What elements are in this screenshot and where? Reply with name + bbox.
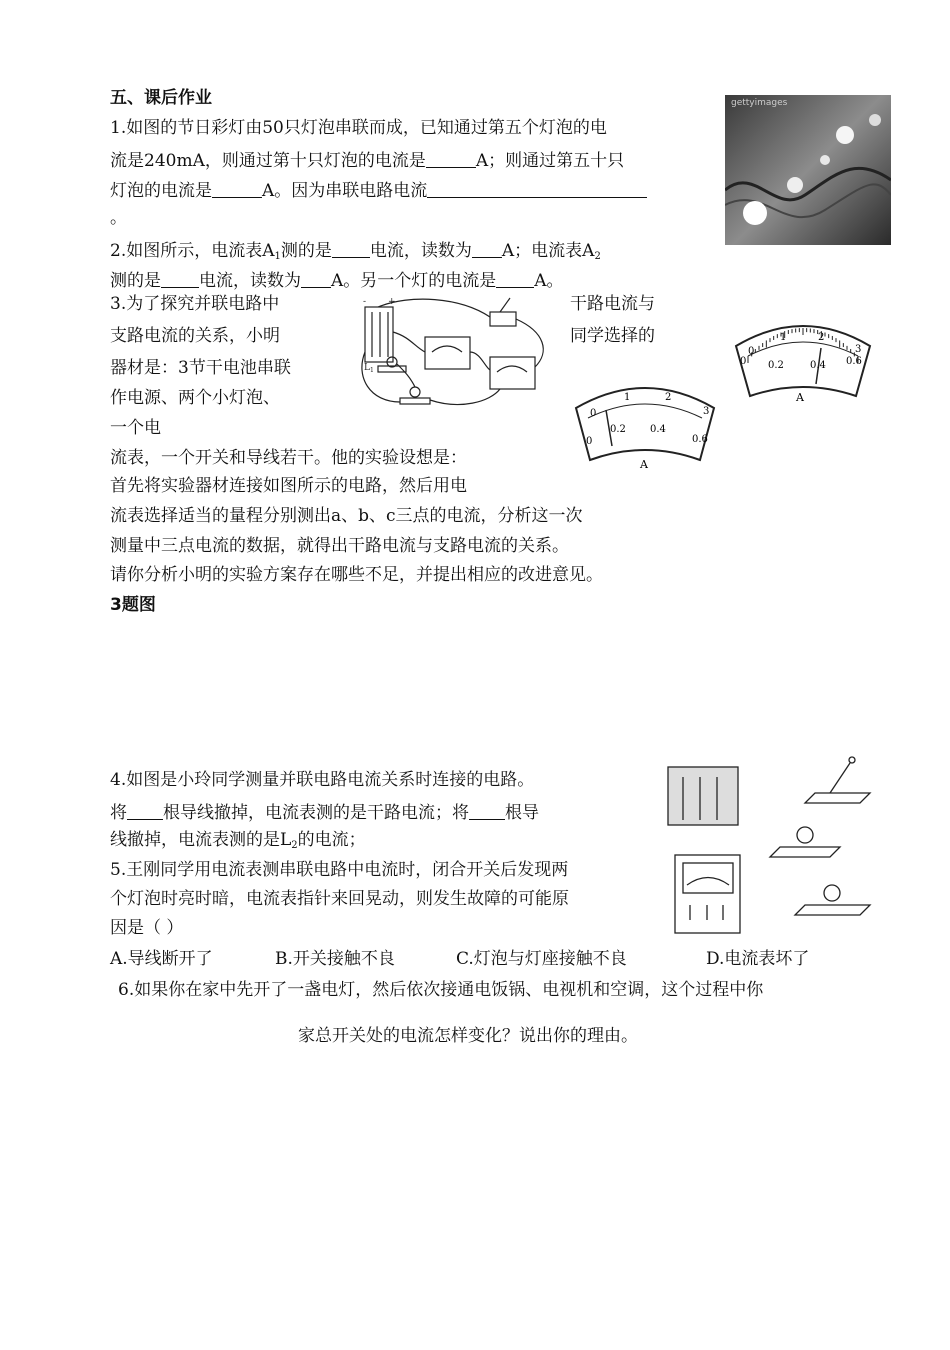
q2-line2: 测的是 电流，读数为 A。另一个灯的电流是 A。 <box>110 271 564 291</box>
q1-line1: 1.如图的节日彩灯由50只灯泡串联而成，已知通过第五个灯泡的电 <box>110 118 607 138</box>
q2-line1: 2.如图所示，电流表$A_1$测的是 电流，读数为 A；电流表$A_2$ <box>110 241 601 262</box>
q1-blank-1[interactable] <box>426 150 476 168</box>
q3-line6: 流表，一个开关和导线若干。他的实验设想是： <box>110 448 467 468</box>
q1-blank-3[interactable] <box>427 180 647 198</box>
q5-line3: 因是（ ） <box>110 918 184 938</box>
dial2-bot-0: 0 <box>586 436 593 447</box>
switch <box>490 312 516 326</box>
q6-line2: 家总开关处的电流怎样变化？说出你的理由。 <box>298 1026 638 1046</box>
dial1-top-3: 3 <box>855 344 862 355</box>
dial1-top-2: 2 <box>818 332 825 343</box>
bulb-holder-1 <box>770 847 840 857</box>
ammeter-a1 <box>425 337 470 369</box>
dial2-top-2: 2 <box>665 392 672 403</box>
dial2-bot-3: 0.6 <box>692 434 708 445</box>
dial2-unit: A <box>640 458 648 471</box>
q3-line2a: 支路电流的关系，小明 <box>110 326 280 346</box>
q5-option-d[interactable]: D.电流表坏了 <box>706 949 810 969</box>
dial2-top-1: 1 <box>624 392 631 403</box>
bulb-2 <box>824 885 840 901</box>
string-lights-photo <box>725 95 891 245</box>
ammeter-dial-1 <box>728 316 878 411</box>
dial1-bot-3: 0.6 <box>846 356 862 367</box>
q4-line1: 4.如图是小玲同学测量并联电路电流关系时连接的电路。 <box>110 770 535 790</box>
q1-line4: 。 <box>110 208 127 228</box>
circuit-components-figure <box>665 755 880 940</box>
q3-line9: 测量中三点电流的数据，就得出干路电流与支路电流的关系。 <box>110 536 569 556</box>
ammeter-a2 <box>490 357 535 389</box>
ammeter-dial-2 <box>570 378 720 473</box>
q5-line2: 个灯泡时亮时暗，电流表指针来回晃动，则发生故障的可能原 <box>110 889 569 909</box>
dial2-top-3: 3 <box>703 406 710 417</box>
q2-blank-5[interactable] <box>496 270 534 288</box>
knife-switch <box>805 793 870 803</box>
q2-blank-3[interactable] <box>161 270 199 288</box>
q4-line2: 将 根导线撤掉，电流表测的是干路电流；将 根导 <box>110 803 539 823</box>
q3-line10: 请你分析小明的实验方案存在哪些不足，并提出相应的改进意见。 <box>110 565 603 585</box>
q3-line7: 首先将实验器材连接如图所示的电路，然后用电 <box>110 476 467 496</box>
q1-blank-2[interactable] <box>212 180 262 198</box>
dial2-top-0: 0 <box>590 408 597 419</box>
q2-blank-1[interactable] <box>332 240 370 258</box>
battery-box <box>668 767 738 825</box>
q4-blank-1[interactable] <box>127 802 163 820</box>
bulb-l2 <box>410 387 420 397</box>
section-heading: 五、课后作业 <box>110 88 212 108</box>
dial1-unit: A <box>796 391 804 404</box>
q2-blank-2[interactable] <box>472 240 502 258</box>
q3-line1a: 3.为了探究并联电路中 <box>110 294 280 314</box>
dial2-bot-2: 0.4 <box>650 424 666 435</box>
q1-line3: 灯泡的电流是 A。因为串联电路电流 <box>110 180 647 200</box>
q5-option-a[interactable]: A.导线断开了 <box>110 949 213 969</box>
dial1-top-0: 0 <box>748 346 755 357</box>
q1-line2: 流是240mA，则通过第十只灯泡的电流是 A；则通过第五十只 <box>110 151 625 171</box>
bulb-holder-2 <box>795 905 870 915</box>
photo-watermark: gettyimages <box>731 98 788 108</box>
q5-line1: 5.王刚同学用电流表测串联电路中电流时，闭合开关后发现两 <box>110 860 569 880</box>
q3-line4: 作电源、两个小灯泡、 <box>110 388 280 408</box>
string-lights-drawing <box>725 95 891 245</box>
dial1-bot-0: 0 <box>740 356 747 367</box>
q4-line3: 线撤掉，电流表测的是$L_2$的电流； <box>110 830 366 851</box>
q5-option-c[interactable]: C.灯泡与灯座接触不良 <box>456 949 627 969</box>
q6-line1: 6.如果你在家中先开了一盏电灯，然后依次接通电饭锅、电视机和空调，这个过程中你 <box>118 980 764 1000</box>
bulb-l1-label: $L_1$ <box>364 363 374 374</box>
battery-plus: + <box>388 297 396 307</box>
q3-line2b: 同学选择的 <box>570 326 655 346</box>
q3-line1b: 干路电流与 <box>570 294 655 314</box>
dial1-bot-1: 0.2 <box>768 360 784 371</box>
bulb-1 <box>797 827 813 843</box>
q3-caption: 3题图 <box>110 595 156 615</box>
battery-minus: - <box>363 297 367 307</box>
parallel-circuit-diagram <box>350 292 550 422</box>
q3-line5: 一个电 <box>110 418 161 438</box>
q3-line3: 器材是：3节干电池串联 <box>110 358 291 378</box>
q2-blank-4[interactable] <box>301 270 331 288</box>
q4-blank-2[interactable] <box>469 802 505 820</box>
dial1-bot-2: 0.4 <box>810 360 826 371</box>
dial1-top-1: 1 <box>780 332 787 343</box>
battery-pack <box>365 307 393 362</box>
dial2-bot-1: 0.2 <box>610 424 626 435</box>
q3-line8: 流表选择适当的量程分别测出a、b、c三点的电流，分析这一次 <box>110 506 583 526</box>
q5-option-b[interactable]: B.开关接触不良 <box>275 949 395 969</box>
